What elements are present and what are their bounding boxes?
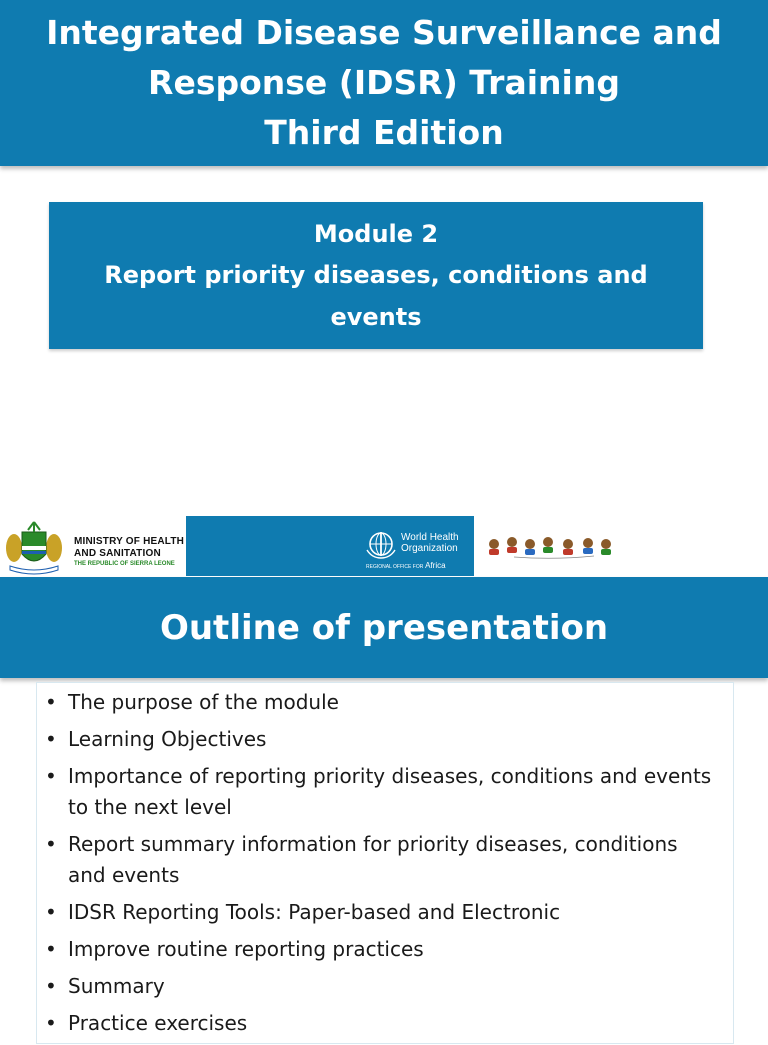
who-line-1: World Health (401, 532, 459, 543)
bullet-dot-icon: • (45, 832, 57, 856)
who-region-name: Africa (425, 561, 446, 570)
list-item (37, 724, 717, 755)
bullet-dot-icon: • (45, 1011, 57, 1035)
coat-of-arms-icon (4, 518, 64, 576)
moh-line-1: MINISTRY OF HEALTH (74, 536, 185, 547)
bullet-dot-icon: • (45, 937, 57, 961)
list-item (37, 934, 717, 965)
list-item-text: Report summary information for priority diseases, conditions and events (68, 832, 678, 887)
title-line-1: Integrated Disease Surveillance and (46, 13, 722, 52)
list-item (37, 687, 717, 718)
list-item-text: Summary (68, 974, 165, 998)
moh-line-2: AND SANITATION (74, 548, 161, 559)
who-region (366, 561, 446, 570)
bullet-dot-icon: • (45, 727, 57, 751)
who-line-2: Organization (401, 543, 458, 554)
list-item-text: Practice exercises (68, 1011, 248, 1035)
module-subtitle: Report priority diseases, conditions and events (104, 260, 648, 331)
title-line-2: Response (IDSR) Training (148, 63, 620, 102)
list-item (37, 971, 717, 1002)
moh-logo (4, 518, 186, 576)
outline-list (37, 687, 717, 1045)
who-text (401, 532, 459, 554)
list-item (37, 897, 717, 928)
bullet-dot-icon: • (45, 900, 57, 924)
moh-line-3: THE REPUBLIC OF SIERRA LEONE (74, 561, 175, 567)
who-region-prefix: REGIONAL OFFICE FOR (366, 564, 424, 570)
who-logo-block (186, 516, 474, 576)
outline-content (36, 682, 734, 1044)
list-item-text: The purpose of the module (68, 690, 339, 714)
bullet-dot-icon: • (45, 690, 57, 714)
people-group-icon (484, 534, 620, 560)
title-line-3: Third Edition (264, 113, 504, 152)
outline-title: Outline of presentation (159, 607, 609, 648)
list-item-text: IDSR Reporting Tools: Paper-based and Electronic (68, 900, 561, 924)
bullet-dot-icon: • (45, 764, 57, 788)
list-item-text: Importance of reporting priority diseases, conditions and events to the next level (68, 764, 712, 819)
moh-text (74, 536, 184, 569)
logo-strip (0, 514, 768, 576)
list-item-text: Improve routine reporting practices (68, 937, 424, 961)
bullet-dot-icon: • (45, 974, 57, 998)
module-title: Module 2 (313, 219, 439, 248)
title-banner (0, 0, 768, 166)
list-item-text: Learning Objectives (68, 727, 267, 751)
list-item (37, 761, 717, 823)
who-emblem-icon (364, 530, 398, 560)
outline-banner (0, 577, 768, 678)
module-box (49, 202, 703, 349)
list-item (37, 829, 717, 891)
